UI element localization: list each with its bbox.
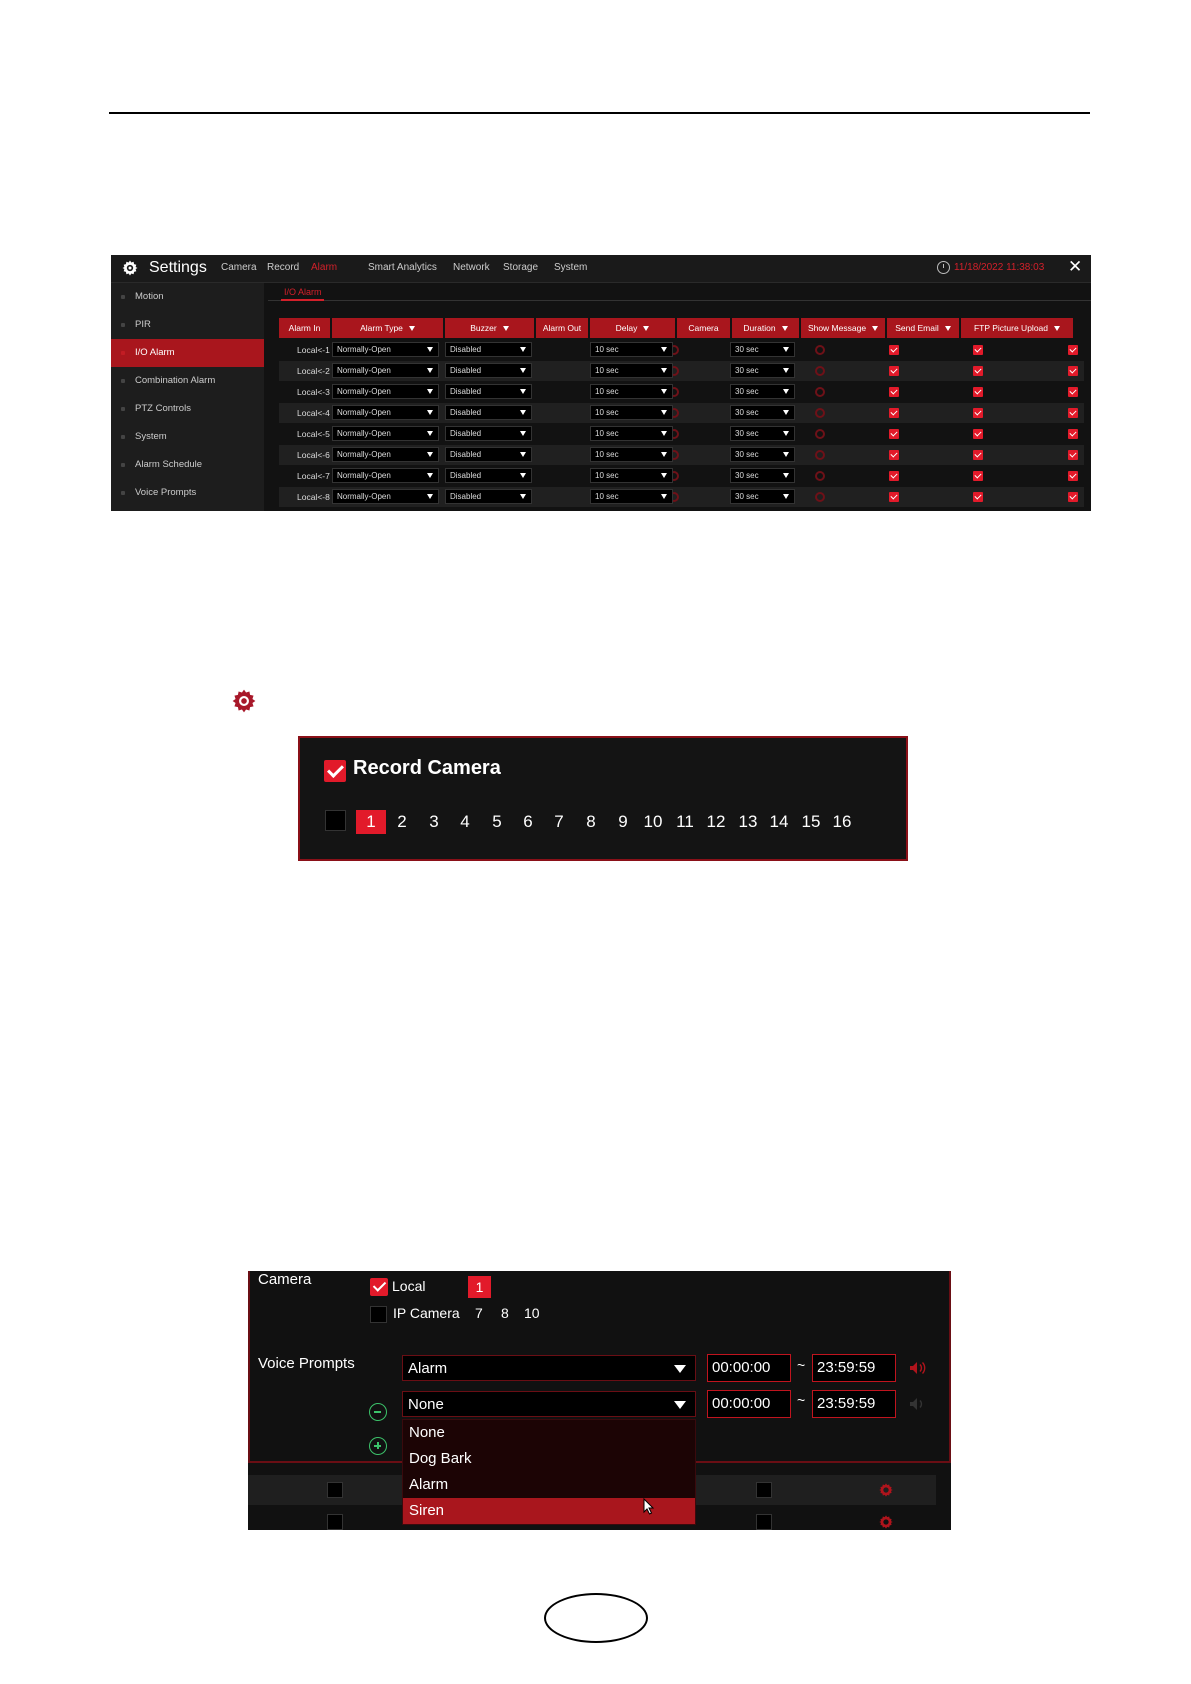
- sidebar-label: PTZ Controls: [135, 403, 191, 414]
- sidebar: [111, 283, 264, 511]
- delay-select[interactable]: 10 sec: [590, 468, 673, 483]
- speaker-icon[interactable]: [909, 1361, 927, 1375]
- table-row: [279, 403, 1084, 423]
- duration-select[interactable]: 30 sec: [730, 363, 795, 378]
- channel-1[interactable]: 1: [356, 810, 386, 834]
- sidebar-item-io-alarm[interactable]: [111, 339, 264, 367]
- delay-select[interactable]: 10 sec: [590, 363, 673, 378]
- ip-camera-label: IP Camera: [393, 1305, 460, 1321]
- table-row: [279, 340, 1084, 360]
- alarm-in-cell: Local<-3: [297, 387, 330, 397]
- table-row: [279, 466, 1084, 486]
- record-camera-panel: [298, 736, 908, 861]
- buzzer-select[interactable]: Disabled: [445, 468, 532, 483]
- channel-13[interactable]: 13: [738, 812, 758, 831]
- camera-label: Camera: [258, 1271, 312, 1288]
- chevron-down-icon: [409, 326, 415, 331]
- sidebar-item-system[interactable]: [111, 423, 264, 451]
- ip-channel-7[interactable]: 7: [475, 1305, 483, 1321]
- alarm-type-select[interactable]: Normally-Open: [332, 363, 439, 378]
- voice-prompt-select-1[interactable]: Alarm: [402, 1355, 696, 1381]
- ftp-upload-checkbox[interactable]: [1068, 492, 1078, 502]
- ftp-upload-checkbox[interactable]: [1068, 387, 1078, 397]
- duration-select[interactable]: 30 sec: [730, 384, 795, 399]
- camera-gear-icon[interactable]: [815, 492, 825, 502]
- send-email-checkbox[interactable]: [973, 450, 983, 460]
- camera-gear-icon[interactable]: [815, 345, 825, 355]
- col-alarm-in: Alarm In: [279, 318, 330, 338]
- chevron-down-icon: [945, 326, 951, 331]
- delay-select[interactable]: 10 sec: [590, 426, 673, 441]
- buzzer-select[interactable]: Disabled: [445, 489, 532, 504]
- duration-select[interactable]: 30 sec: [730, 405, 795, 420]
- col-delay[interactable]: Delay: [590, 318, 675, 338]
- show-message-checkbox[interactable]: [889, 387, 899, 397]
- table-row: [279, 487, 1084, 507]
- record-camera-title: Record Camera: [353, 757, 501, 779]
- buzzer-select[interactable]: Disabled: [445, 363, 532, 378]
- tab-underline: [281, 299, 324, 301]
- channel-12[interactable]: 12: [706, 812, 726, 831]
- show-message-checkbox[interactable]: [889, 366, 899, 376]
- col-ftp-picture-upload[interactable]: FTP Picture Upload: [961, 318, 1073, 338]
- duration-select[interactable]: 30 sec: [730, 342, 795, 357]
- channel-3[interactable]: 3: [429, 812, 439, 831]
- alarm-type-select[interactable]: Normally-Open: [332, 426, 439, 441]
- sidebar-label: Motion: [135, 291, 164, 302]
- channel-2[interactable]: 2: [397, 812, 407, 831]
- ftp-upload-checkbox[interactable]: [1068, 366, 1078, 376]
- range-tilde: ~: [797, 1357, 806, 1373]
- start-time-field-2[interactable]: 00:00:00: [707, 1390, 791, 1418]
- channel-11[interactable]: 11: [676, 812, 694, 831]
- io-alarm-settings-screenshot: [111, 255, 1091, 511]
- chevron-down-icon: [872, 326, 878, 331]
- show-message-checkbox[interactable]: [889, 408, 899, 418]
- alarm-in-cell: Local<-7: [297, 471, 330, 481]
- alarm-in-cell: Local<-6: [297, 450, 330, 460]
- sidebar-item-motion[interactable]: [111, 283, 264, 311]
- sidebar-label: Alarm Schedule: [135, 459, 203, 470]
- channel-15[interactable]: 15: [801, 812, 821, 831]
- col-alarm-type[interactable]: Alarm Type: [332, 318, 443, 338]
- sidebar-label: System: [135, 431, 167, 442]
- col-camera: Camera: [677, 318, 730, 338]
- delay-select[interactable]: 10 sec: [590, 342, 673, 357]
- voice-prompts-label: Voice Prompts: [258, 1355, 355, 1372]
- chevron-down-icon: [643, 326, 649, 331]
- sidebar-item-ptz-controls[interactable]: [111, 395, 264, 423]
- row-checkbox[interactable]: [327, 1482, 343, 1498]
- local-channel-1[interactable]: 1: [468, 1276, 491, 1298]
- alarm-in-cell: Local<-8: [297, 492, 330, 502]
- local-checkbox[interactable]: [370, 1278, 388, 1296]
- col-show-message[interactable]: Show Message: [801, 318, 885, 338]
- duration-select[interactable]: 30 sec: [730, 468, 795, 483]
- remove-row-icon[interactable]: [369, 1403, 387, 1421]
- setup-gear-icon: [231, 688, 257, 714]
- channel-7[interactable]: 7: [554, 812, 564, 831]
- delay-select[interactable]: 10 sec: [590, 447, 673, 462]
- bullet-icon: [121, 351, 125, 355]
- tab-io-alarm[interactable]: I/O Alarm: [284, 287, 322, 297]
- channel-4[interactable]: 4: [460, 812, 470, 831]
- add-row-icon[interactable]: [369, 1437, 387, 1455]
- send-email-checkbox[interactable]: [973, 471, 983, 481]
- col-duration[interactable]: Duration: [732, 318, 799, 338]
- option-alarm[interactable]: Alarm: [409, 1476, 449, 1493]
- bullet-icon: [121, 491, 125, 495]
- show-message-checkbox[interactable]: [889, 429, 899, 439]
- alarm-in-cell: Local<-2: [297, 366, 330, 376]
- table-row: [279, 445, 1084, 465]
- close-button[interactable]: ✕: [1068, 257, 1083, 276]
- channel-6[interactable]: 6: [523, 812, 533, 831]
- sidebar-label: PIR: [135, 319, 151, 330]
- ip-channel-10[interactable]: 10: [524, 1305, 540, 1321]
- buzzer-select[interactable]: Disabled: [445, 384, 532, 399]
- row-checkbox[interactable]: [756, 1514, 772, 1530]
- alarm-type-select[interactable]: Normally-Open: [332, 447, 439, 462]
- send-email-checkbox[interactable]: [973, 408, 983, 418]
- send-email-checkbox[interactable]: [973, 366, 983, 376]
- option-dog-bark[interactable]: Dog Bark: [409, 1450, 472, 1467]
- alarm-type-select[interactable]: Normally-Open: [332, 405, 439, 420]
- row-checkbox[interactable]: [327, 1514, 343, 1530]
- send-email-checkbox[interactable]: [973, 429, 983, 439]
- bullet-icon: [121, 463, 125, 467]
- col-alarm-out: Alarm Out: [536, 318, 588, 338]
- camera-gear-icon[interactable]: [815, 471, 825, 481]
- chevron-down-icon: [503, 326, 509, 331]
- show-message-checkbox[interactable]: [889, 492, 899, 502]
- page-number-ellipse: [544, 1593, 648, 1643]
- buzzer-select[interactable]: Disabled: [445, 426, 532, 441]
- option-none[interactable]: None: [409, 1424, 445, 1441]
- end-time-field-2[interactable]: 23:59:59: [812, 1390, 896, 1418]
- buzzer-select[interactable]: Disabled: [445, 405, 532, 420]
- ip-channel-8[interactable]: 8: [501, 1305, 509, 1321]
- sidebar-item-alarm-schedule[interactable]: [111, 451, 264, 479]
- tab-divider: [268, 300, 1091, 301]
- col-send-email[interactable]: Send Email: [887, 318, 959, 338]
- menu-storage[interactable]: Storage: [503, 262, 539, 273]
- record-camera-checkbox[interactable]: [324, 760, 346, 782]
- table-row: [279, 361, 1084, 381]
- bullet-icon: [121, 435, 125, 439]
- sidebar-label: Voice Prompts: [135, 487, 197, 498]
- alarm-in-cell: Local<-4: [297, 408, 330, 418]
- chevron-down-icon: [1054, 326, 1060, 331]
- camera-gear-icon[interactable]: [815, 366, 825, 376]
- end-time-field-1[interactable]: 23:59:59: [812, 1354, 896, 1382]
- send-email-checkbox[interactable]: [973, 492, 983, 502]
- header-rule: [109, 112, 1090, 114]
- row-settings-gear-icon[interactable]: [878, 1514, 894, 1530]
- alarm-type-select[interactable]: Normally-Open: [332, 342, 439, 357]
- camera-gear-icon[interactable]: [815, 387, 825, 397]
- sidebar-item-pir[interactable]: [111, 311, 264, 339]
- voice-prompt-select-2[interactable]: None: [402, 1391, 696, 1417]
- ftp-upload-checkbox[interactable]: [1068, 429, 1078, 439]
- channel-9[interactable]: 9: [618, 812, 628, 831]
- sidebar-label: I/O Alarm: [135, 347, 175, 358]
- local-label: Local: [392, 1278, 426, 1294]
- menu-record[interactable]: Record: [267, 262, 300, 273]
- row-checkbox[interactable]: [756, 1482, 772, 1498]
- menu-smart-analytics[interactable]: Smart Analytics: [368, 262, 437, 273]
- menu-camera[interactable]: Camera: [221, 262, 257, 273]
- date-time: 11/18/2022 11:38:03: [954, 262, 1045, 273]
- camera-gear-icon[interactable]: [815, 429, 825, 439]
- channel-8[interactable]: 8: [586, 812, 596, 831]
- duration-select[interactable]: 30 sec: [730, 489, 795, 504]
- top-bar: [111, 255, 1091, 283]
- alarm-type-select[interactable]: Normally-Open: [332, 468, 439, 483]
- ip-camera-checkbox[interactable]: [370, 1306, 387, 1323]
- ftp-upload-checkbox[interactable]: [1068, 450, 1078, 460]
- bullet-icon: [121, 323, 125, 327]
- show-message-checkbox[interactable]: [889, 450, 899, 460]
- delay-select[interactable]: 10 sec: [590, 405, 673, 420]
- ftp-upload-checkbox[interactable]: [1068, 408, 1078, 418]
- channel-16[interactable]: 16: [832, 812, 852, 831]
- ftp-upload-checkbox[interactable]: [1068, 471, 1078, 481]
- option-siren[interactable]: Siren: [403, 1498, 695, 1524]
- alarm-in-cell: Local<-5: [297, 429, 330, 439]
- settings-gear-icon: [121, 259, 139, 277]
- bullet-icon: [121, 379, 125, 383]
- row-settings-gear-icon[interactable]: [878, 1482, 894, 1498]
- col-buzzer[interactable]: Buzzer: [445, 318, 534, 338]
- menu-system[interactable]: System: [554, 262, 588, 273]
- sidebar-item-combination-alarm[interactable]: [111, 367, 264, 395]
- alarm-in-cell: Local<-1: [297, 345, 330, 355]
- duration-select[interactable]: 30 sec: [730, 426, 795, 441]
- camera-gear-icon[interactable]: [815, 450, 825, 460]
- table-row: [279, 424, 1084, 444]
- show-message-checkbox[interactable]: [889, 345, 899, 355]
- mouse-cursor-icon: [643, 1498, 655, 1515]
- camera-gear-icon[interactable]: [815, 408, 825, 418]
- duration-select[interactable]: 30 sec: [730, 447, 795, 462]
- send-email-checkbox[interactable]: [973, 387, 983, 397]
- channel-5[interactable]: 5: [492, 812, 502, 831]
- alarm-type-select[interactable]: Normally-Open: [332, 384, 439, 399]
- channel-14[interactable]: 14: [769, 812, 789, 831]
- delay-select[interactable]: 10 sec: [590, 489, 673, 504]
- menu-network[interactable]: Network: [453, 262, 490, 273]
- show-message-checkbox[interactable]: [889, 471, 899, 481]
- range-tilde: ~: [797, 1392, 806, 1408]
- buzzer-select[interactable]: Disabled: [445, 447, 532, 462]
- settings-title: Settings: [149, 259, 207, 276]
- select-all-checkbox[interactable]: [325, 810, 346, 831]
- voice-prompts-panel: [248, 1271, 951, 1530]
- ftp-upload-checkbox[interactable]: [1068, 345, 1078, 355]
- table-row: [279, 382, 1084, 402]
- send-email-checkbox[interactable]: [973, 345, 983, 355]
- speaker-muted-icon[interactable]: [909, 1397, 927, 1411]
- bullet-icon: [121, 407, 125, 411]
- channel-10[interactable]: 10: [643, 812, 663, 831]
- delay-select[interactable]: 10 sec: [590, 384, 673, 399]
- sidebar-item-voice-prompts[interactable]: [111, 479, 264, 507]
- clock-icon: [937, 261, 950, 274]
- buzzer-select[interactable]: Disabled: [445, 342, 532, 357]
- start-time-field-1[interactable]: 00:00:00: [707, 1354, 791, 1382]
- sidebar-label: Combination Alarm: [135, 375, 216, 386]
- chevron-down-icon: [782, 326, 788, 331]
- alarm-type-select[interactable]: Normally-Open: [332, 489, 439, 504]
- bullet-icon: [121, 295, 125, 299]
- menu-alarm[interactable]: Alarm: [311, 262, 338, 273]
